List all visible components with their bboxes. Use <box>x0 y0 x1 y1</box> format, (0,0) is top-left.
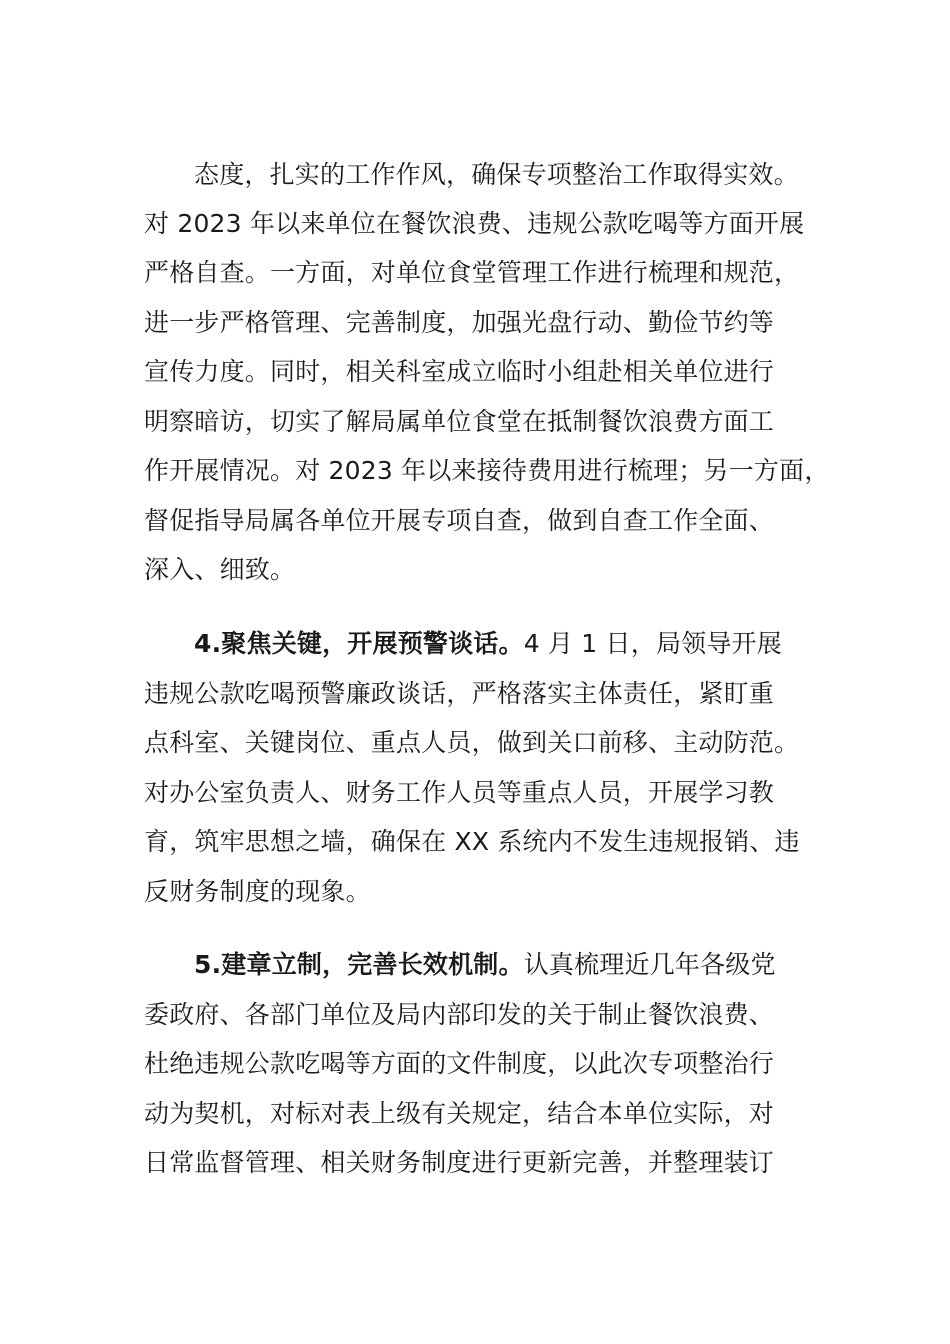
paragraph-line: 点科室、关键岗位、重点人员，做到关口前移、主动防范。 <box>144 728 800 757</box>
paragraph-line: 严格自查。一方面，对单位食堂管理工作进行梳理和规范， <box>144 258 800 287</box>
paragraph-line: 深入、细致。 <box>144 555 296 584</box>
paragraph-line: 日常监督管理、相关财务制度进行更新完善，并整理装订 <box>144 1148 775 1177</box>
paragraph-line: 违规公款吃喝预警廉政谈话，严格落实主体责任，紧盯重 <box>144 679 775 708</box>
section-heading: 5.建章立制，完善长效机制。 <box>194 950 524 979</box>
paragraph-line: 反财务制度的现象。 <box>144 877 371 906</box>
paragraph-5-first-line <box>194 948 776 982</box>
paragraph-line: 动为契机，对标对表上级有关规定，结合本单位实际，对 <box>144 1099 775 1128</box>
paragraph-line: 作开展情况。对 2023 年以来接待费用进行梳理；另一方面， <box>144 456 830 485</box>
paragraph-line: 育，筑牢思想之墙，确保在 XX 系统内不发生违规报销、违 <box>144 827 800 856</box>
paragraph-text: 认真梳理近几年各级党 <box>523 950 776 979</box>
paragraph-text: 4 月 1 日，局领导开展 <box>523 629 782 658</box>
paragraph-line: 杜绝违规公款吃喝等方面的文件制度，以此次专项整治行 <box>144 1049 775 1078</box>
paragraph-line: 督促指导局属各单位开展专项自查，做到自查工作全面、 <box>144 506 775 535</box>
paragraph-4-first-line <box>194 627 782 661</box>
paragraph-line: 对办公室负责人、财务工作人员等重点人员，开展学习教 <box>144 778 775 807</box>
paragraph-line: 明察暗访，切实了解局属单位食堂在抵制餐饮浪费方面工 <box>144 407 775 436</box>
paragraph-line: 对 2023 年以来单位在餐饮浪费、违规公款吃喝等方面开展 <box>144 209 805 238</box>
paragraph-line: 进一步严格管理、完善制度，加强光盘行动、勤俭节约等 <box>144 308 775 337</box>
paragraph-line: 宣传力度。同时，相关科室成立临时小组赴相关单位进行 <box>144 357 775 386</box>
paragraph-line: 态度，扎实的工作作风，确保专项整治工作取得实效。 <box>194 160 799 189</box>
section-heading: 4.聚焦关键，开展预警谈话。 <box>194 629 524 658</box>
paragraph-line: 委政府、各部门单位及局内部印发的关于制止餐饮浪费、 <box>144 1000 775 1029</box>
